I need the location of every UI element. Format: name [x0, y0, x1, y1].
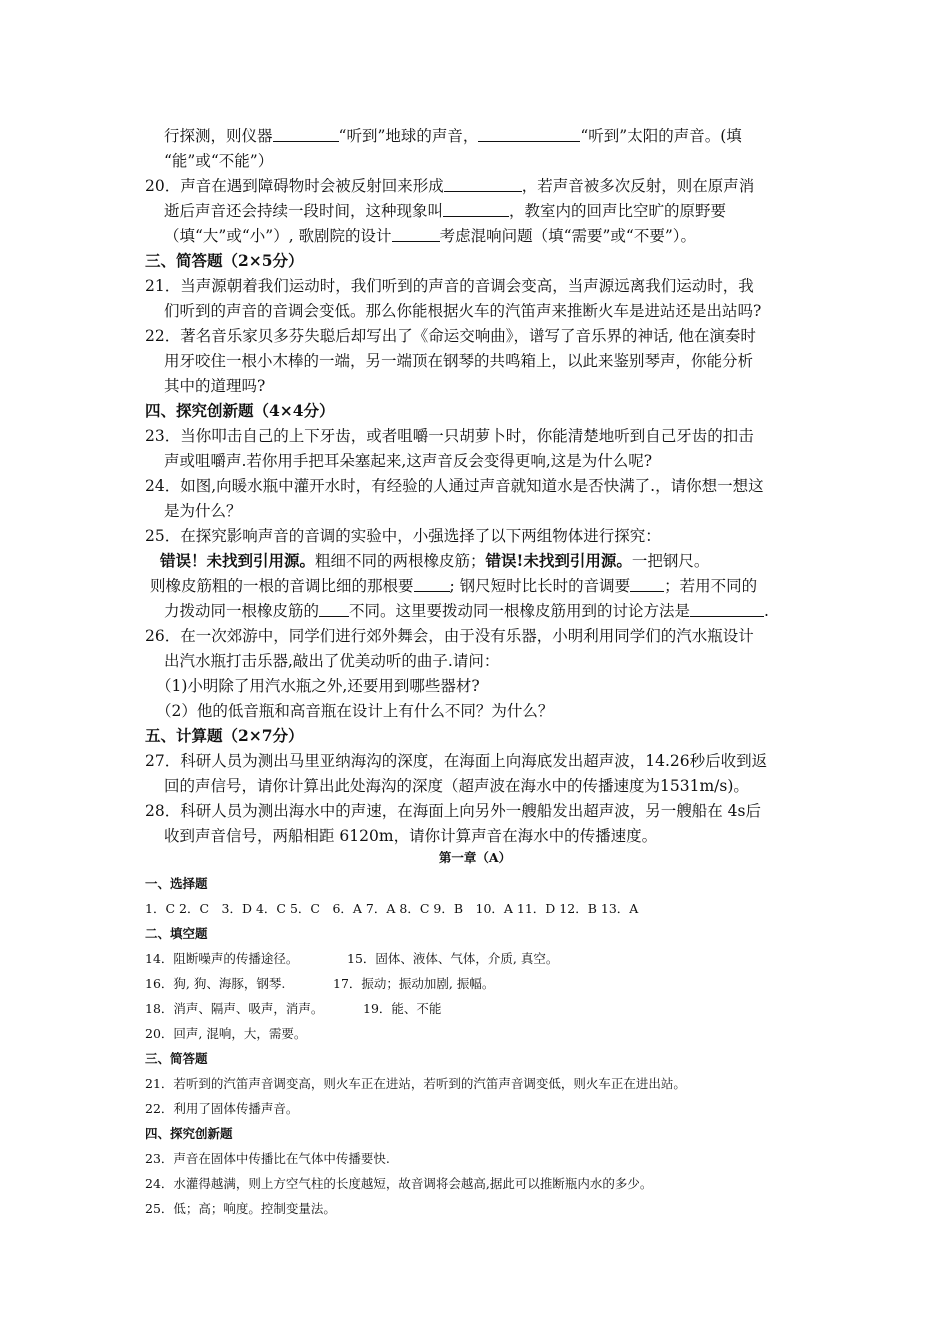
q22-line-1: 22．著名音乐家贝多芬失聪后却写出了《命运交响曲》，谱写了音乐界的神话, 他在演奏时: [145, 327, 756, 345]
q21-line-1: 21．当声源朝着我们运动时，我们听到的声音的音调会变高，当声源远离我们运动时，我: [145, 277, 754, 295]
answer-21: 21．若听到的汽笛声音调变高，则火车正在进站，若听到的汽笛声音调变低，则火车正在进出站。: [145, 1076, 686, 1091]
q19-line-1: 行探测，则仪器 “听到”地球的声音， “听到”太阳的声音。(填: [164, 127, 742, 145]
answer-25: 25．低；高；响度。控制变量法。: [145, 1201, 336, 1216]
answers-section-2: 二、填空题: [145, 926, 208, 941]
q25-line-3: 则橡皮筋粗的一根的音调比细的那根要 ; 钢尺短时比长时的音调要 ；若用不同的: [150, 577, 758, 595]
section-heading-4: 四、探究创新题（4×4分）: [145, 401, 335, 420]
q27-line-1: 27．科研人员为测出马里亚纳海沟的深度，在海面上向海底发出超声波，14.26秒后收到返: [145, 752, 768, 770]
answer-16: 16．狗, 狗、海豚，钢琴.: [145, 976, 286, 991]
answer-19: 19．能、不能: [363, 1001, 442, 1016]
section-heading-3: 三、简答题（2×5分）: [145, 251, 304, 270]
q26-line-1: 26．在一次郊游中，同学们进行郊外舞会，由于没有乐器，小明利用同学们的汽水瓶设计: [145, 627, 754, 645]
q22-line-2: 用牙咬住一根小木棒的一端，另一端顶在钢琴的共鸣箱上，以此来鉴别琴声，你能分析: [164, 352, 754, 370]
q24-line-1: 24．如图,向暖水瓶中灌开水时，有经验的人通过声音就知道水是否快满了.，请你想一想这: [145, 477, 764, 495]
q20-line-3: （填“大”或“小”）, 歌剧院的设计 考虑混响问题（填“需要”或“不要”）。: [164, 227, 697, 245]
blank: [392, 225, 440, 242]
q21-line-2: 们听到的声音的音调会变低。那么你能根据火车的汽笛声来推断火车是进站还是出站吗?: [164, 302, 762, 320]
blank: [630, 575, 664, 592]
blank: [273, 125, 339, 142]
answer-17: 17．振动；振动加剧, 振幅。: [333, 976, 495, 991]
answer-18: 18．消声、隔声、吸声，消声。: [145, 1001, 324, 1016]
reference-error: 错误！未找到引用源。: [160, 551, 316, 570]
q28-line-1: 28．科研人员为测出海水中的声速，在海面上向另外一艘船发出超声波，另一艘船在 4s后: [145, 802, 761, 820]
q25-line-2: 错误！未找到引用源。粗细不同的两根橡皮筋；错误!未找到引用源。一把钢尺。: [160, 551, 710, 570]
answer-15: 15．固体、液体、气体，介质, 真空。: [347, 951, 559, 966]
q26-line-4: （2）他的低音瓶和高音瓶在设计上有什么不同？为什么？: [156, 702, 554, 720]
blank: [690, 600, 764, 617]
q28-line-2: 收到声音信号，两船相距 6120m，请你计算声音在海水中的传播速度。: [164, 827, 658, 845]
blank: [319, 600, 349, 617]
q25-line-4: 力拨动同一根橡皮筋的 不同。这里要拨动同一根橡皮筋用到的讨论方法是 .: [164, 602, 769, 620]
q22-line-3: 其中的道理吗?: [164, 377, 266, 395]
reference-error: 错误!未找到引用源。: [485, 551, 632, 570]
blank: [443, 200, 509, 217]
q26-line-3: （1)小明除了用汽水瓶之外,还要用到哪些器材?: [156, 677, 480, 695]
answer-22: 22．利用了固体传播声音。: [145, 1101, 299, 1116]
q20-line-1: 20．声音在遇到障碍物时会被反射回来形成 ，若声音被多次反射，则在原声消: [145, 177, 755, 195]
q20-line-2: 逝后声音还会持续一段时间，这种现象叫 ，教室内的回声比空旷的原野要: [164, 202, 727, 220]
q23-line-2: 声或咀嚼声.若你用手把耳朵塞起来,这声音反会变得更响,这是为什么呢?: [164, 452, 653, 470]
answer-mcq: 1．C 2．C 3．D 4．C 5．C 6．A 7．A 8．C 9．B 10．A 11．D 12．B 13．A: [145, 901, 639, 916]
blank: [478, 125, 580, 142]
answers-section-3: 三、简答题: [145, 1051, 208, 1066]
q25-line-1: 25．在探究影响声音的音调的实验中，小强选择了以下两组物体进行探究：: [145, 527, 661, 545]
answers-section-1: 一、选择题: [145, 876, 208, 891]
answer-23: 23．声音在固体中传播比在气体中传播要快.: [145, 1151, 390, 1166]
blank: [414, 575, 450, 592]
answers-section-4: 四、探究创新题: [145, 1126, 233, 1141]
answer-20: 20．回声, 混响，大，需要。: [145, 1026, 307, 1041]
q24-line-2: 是为什么？: [164, 502, 242, 520]
answers-title: 第一章（A）: [438, 850, 512, 865]
q19-line-2: “能”或“不能”）: [164, 152, 274, 170]
answer-14: 14．阻断噪声的传播途径。: [145, 951, 299, 966]
q27-line-2: 回的声信号，请你计算出此处海沟的深度（超声波在海水中的传播速度为1531m/s)。: [164, 777, 749, 795]
blank: [444, 175, 522, 192]
q23-line-1: 23．当你叩击自己的上下牙齿，或者咀嚼一只胡萝卜时，你能清楚地听到自己牙齿的扣击: [145, 427, 754, 445]
answer-24: 24．水灌得越满，则上方空气柱的长度越短，故音调将会越高,据此可以推断瓶内水的多少。: [145, 1176, 653, 1191]
section-heading-5: 五、计算题（2×7分）: [145, 726, 304, 745]
q26-line-2: 出汽水瓶打击乐器,敲出了优美动听的曲子.请问：: [164, 652, 500, 670]
